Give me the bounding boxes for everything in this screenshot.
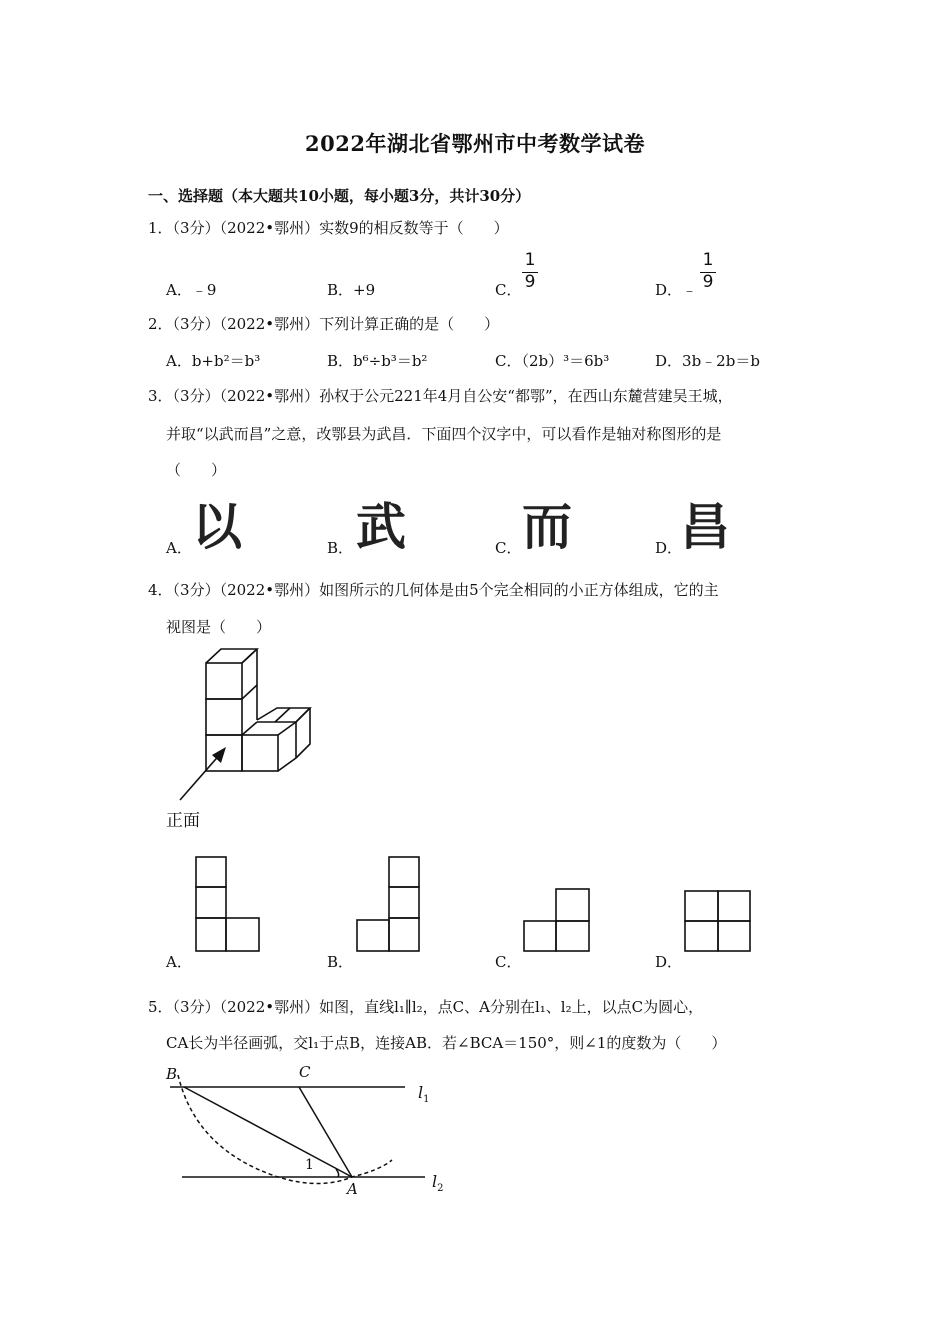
- q1-c-numerator: 1: [524, 250, 536, 270]
- q5-point-a: A: [347, 1180, 358, 1198]
- q3-option-a-character: 以: [192, 498, 242, 556]
- q2-option-c: C．（2b）³＝6b³: [495, 352, 610, 370]
- q3-stem-line2: 并取“以武而昌”之意，改鄂县为武昌．下面四个汉字中，可以看作是轴对称图形的是: [166, 425, 722, 443]
- q4-option-c-label: C．: [495, 953, 522, 971]
- q5-label-l2: [432, 1172, 444, 1194]
- q5-l2-letter: l: [432, 1172, 438, 1191]
- q3-option-d-character: 昌: [680, 498, 730, 556]
- q3-option-c-label: C．: [495, 539, 522, 557]
- segment-ab: [184, 1087, 352, 1177]
- q1-option-b: B．+9: [327, 281, 376, 299]
- q4-option-a-label: A．: [166, 953, 192, 971]
- page-title: 2022年湖北省鄂州市中考数学试卷: [305, 131, 645, 156]
- q3-stem-line3: （ ）: [166, 461, 227, 479]
- q5-point-b: B: [166, 1065, 178, 1083]
- q1-option-d: D．﹣: [655, 281, 698, 299]
- q1-d-numerator: 1: [702, 250, 714, 270]
- q2-option-a: A．b+b²＝b³: [166, 352, 261, 370]
- q3-option-d-label: D．: [655, 539, 683, 557]
- q1-option-a: A．﹣9: [166, 281, 217, 299]
- q4-option-b-label: B．: [327, 953, 354, 971]
- q2-option-b: B．b⁶÷b³＝b²: [327, 352, 428, 370]
- q4-option-d-label: D．: [655, 953, 683, 971]
- q5-label-l1: [418, 1083, 430, 1105]
- q5-l1-letter: l: [418, 1083, 424, 1102]
- q3-option-b-character: 武: [356, 498, 406, 556]
- q4-front-label: 正面: [166, 811, 200, 831]
- q2-stem: 2．（3分）（2022•鄂州）下列计算正确的是（ ）: [148, 315, 500, 333]
- q3-option-b-label: B．: [327, 539, 354, 557]
- q1-option-c: C．: [495, 281, 522, 299]
- q1-c-denominator: 9: [524, 272, 536, 292]
- q3-option-c-character: 而: [522, 498, 572, 556]
- q5-l2-subscript: 2: [437, 1183, 444, 1195]
- q5-stem-line2: CA长为半径画弧，交l₁于点B，连接AB．若∠BCA＝150°，则∠1的度数为（ ）: [166, 1034, 727, 1052]
- q1-d-denominator: 9: [702, 272, 714, 292]
- q4-stem-line2: 视图是（ ）: [166, 618, 272, 636]
- q5-angle-1: 1: [305, 1157, 314, 1173]
- q2-option-d: D．3b﹣2b＝b: [655, 352, 760, 370]
- q3-stem-line1: 3．（3分）（2022•鄂州）孙权于公元221年4月自公安“都鄂”，在西山东麓营建吴王城，: [148, 387, 733, 405]
- arc-dashed: [178, 1075, 392, 1184]
- q5-stem-line1: 5．（3分）（2022•鄂州）如图，直线l₁∥l₂，点C、A分别在l₁、l₂上，以点C为圆心，: [148, 998, 704, 1016]
- q5-l1-subscript: 1: [423, 1094, 430, 1106]
- q4-stem-line1: 4．（3分）（2022•鄂州）如图所示的几何体是由5个完全相同的小正方体组成，它的主: [148, 581, 719, 599]
- section-heading: 一、选择题（本大题共10小题，每小题3分，共计30分）: [148, 187, 531, 205]
- q5-point-c: C: [299, 1063, 311, 1081]
- q1-stem: 1．（3分）（2022•鄂州）实数9的相反数等于（ ）: [148, 219, 509, 237]
- q3-option-a-label: A．: [166, 539, 192, 557]
